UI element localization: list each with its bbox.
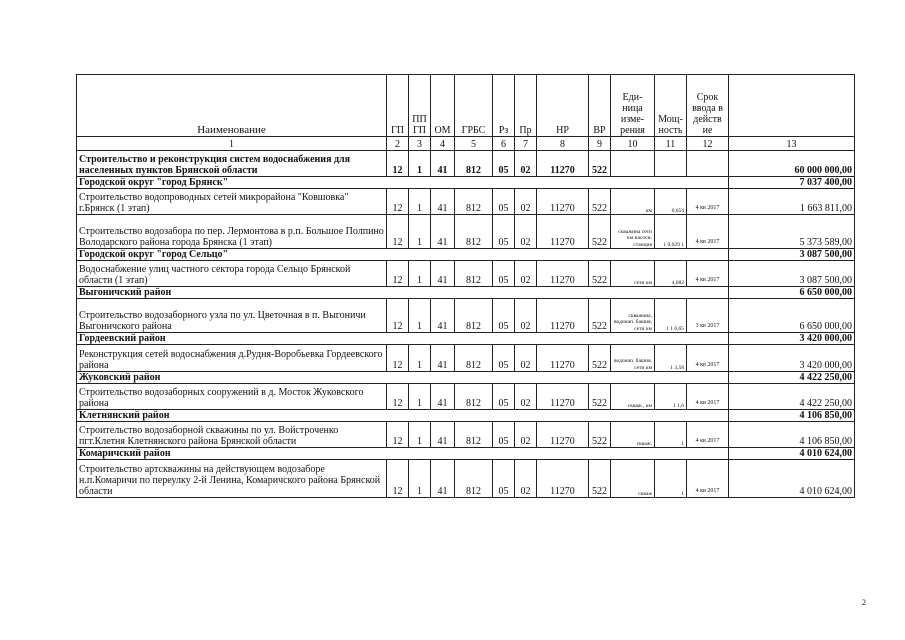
table-row: [77, 189, 855, 215]
row-pr: 02: [515, 345, 537, 372]
row-power: 1 1,6: [655, 384, 687, 410]
row-ppgp: 1: [409, 384, 431, 410]
row-term: 4 кв 2017: [687, 422, 729, 448]
row-term: 4 кв 2017: [687, 215, 729, 249]
row-gp: 12: [387, 261, 409, 287]
col-number: 7: [515, 137, 537, 151]
section-row: [77, 333, 855, 345]
budget-table: [76, 74, 855, 498]
header-ppgp: ПП ГП: [409, 75, 431, 137]
row-pr: 02: [515, 299, 537, 333]
row-power: 1: [655, 422, 687, 448]
row-name: Строительство водозаборных сооружений в д. Мосток Жуковского района: [77, 384, 387, 410]
header-power: Мощ-ность: [655, 75, 687, 137]
table-row: [77, 345, 855, 372]
section-row: [77, 372, 855, 384]
row-name: Строительство водозаборной скважины по ул. Войстроченко пгт.Клетня Клетнянского района Брянской области: [77, 422, 387, 448]
row-term: 4 кв 2017: [687, 189, 729, 215]
row-pr: 02: [515, 460, 537, 498]
row-vr: 522: [589, 261, 611, 287]
header-nr: НР: [537, 75, 589, 137]
row-term: 3 кв 2017: [687, 299, 729, 333]
row-vr: 522: [589, 422, 611, 448]
row-unit: скважина сети км насосн. станция: [611, 215, 655, 249]
section-name: Выгоничский район: [77, 287, 729, 299]
row-amount: 60 000 000,00: [729, 151, 855, 177]
column-number-row: [77, 137, 855, 151]
row-pr: 02: [515, 261, 537, 287]
row-om: 41: [431, 261, 455, 287]
row-amount: 4 106 850,00: [729, 422, 855, 448]
row-power: 1 0,029 1: [655, 215, 687, 249]
row-power: 1 1 0,65: [655, 299, 687, 333]
row-unit: сети км: [611, 261, 655, 287]
row-vr: 522: [589, 151, 611, 177]
row-ppgp: 1: [409, 345, 431, 372]
col-number: 12: [687, 137, 729, 151]
row-gp: 12: [387, 299, 409, 333]
row-ppgp: 1: [409, 422, 431, 448]
header-row: [77, 75, 855, 137]
row-rz: 05: [493, 189, 515, 215]
row-ppgp: 1: [409, 215, 431, 249]
row-grbs: 812: [455, 261, 493, 287]
row-name: Строительство водопроводных сетей микрорайона "Ковшовка" г.Брянск (1 этап): [77, 189, 387, 215]
table-row: [77, 422, 855, 448]
row-term: 4 кв 2017: [687, 345, 729, 372]
row-name: Строительство и реконструкция систем водоснабжения для населенных пунктов Брянской области: [77, 151, 387, 177]
col-number: 1: [77, 137, 387, 151]
section-name: Городской округ "город Сельцо": [77, 249, 729, 261]
section-row: [77, 177, 855, 189]
row-ppgp: 1: [409, 460, 431, 498]
row-om: 41: [431, 189, 455, 215]
row-term: 4 кв 2017: [687, 460, 729, 498]
row-vr: 522: [589, 299, 611, 333]
header-amount: [729, 75, 855, 137]
table-row: [77, 460, 855, 498]
header-om: ОМ: [431, 75, 455, 137]
row-amount: 1 663 811,00: [729, 189, 855, 215]
row-rz: 05: [493, 151, 515, 177]
row-pr: 02: [515, 215, 537, 249]
row-unit: [611, 151, 655, 177]
row-om: 41: [431, 422, 455, 448]
row-unit: водонап. башня, сети км: [611, 345, 655, 372]
row-nr: 11270: [537, 299, 589, 333]
row-om: 41: [431, 215, 455, 249]
col-number: 5: [455, 137, 493, 151]
row-grbs: 812: [455, 422, 493, 448]
section-amount: 4 010 624,00: [729, 448, 855, 460]
row-vr: 522: [589, 215, 611, 249]
row-om: 41: [431, 151, 455, 177]
row-term: 4 кв 2017: [687, 261, 729, 287]
section-name: Жуковский район: [77, 372, 729, 384]
row-name: Реконструкция сетей водоснабжения д.Рудня-Воробьевка Гордеевского района: [77, 345, 387, 372]
row-grbs: 812: [455, 345, 493, 372]
row-om: 41: [431, 345, 455, 372]
row-nr: 11270: [537, 215, 589, 249]
row-power: 4,682: [655, 261, 687, 287]
row-unit: скваж: [611, 460, 655, 498]
row-gp: 12: [387, 189, 409, 215]
row-amount: 3 420 000,00: [729, 345, 855, 372]
row-term: 4 кв 2017: [687, 384, 729, 410]
row-nr: 11270: [537, 345, 589, 372]
row-nr: 11270: [537, 261, 589, 287]
section-name: Клетнянский район: [77, 410, 729, 422]
header-rz: Рз: [493, 75, 515, 137]
table-row: [77, 384, 855, 410]
row-amount: 5 373 589,00: [729, 215, 855, 249]
section-amount: 4 106 850,00: [729, 410, 855, 422]
row-vr: 522: [589, 460, 611, 498]
col-number: 6: [493, 137, 515, 151]
row-term: [687, 151, 729, 177]
row-rz: 05: [493, 345, 515, 372]
section-name: Городской округ "город Брянск": [77, 177, 729, 189]
row-unit: скваж.: [611, 422, 655, 448]
row-unit: скважина, водонап. башня, сети км: [611, 299, 655, 333]
col-number: 4: [431, 137, 455, 151]
row-vr: 522: [589, 345, 611, 372]
row-amount: 4 010 624,00: [729, 460, 855, 498]
table-row: [77, 299, 855, 333]
col-number: 11: [655, 137, 687, 151]
header-unit: Еди-ница изме-рения: [611, 75, 655, 137]
section-amount: 3 087 500,00: [729, 249, 855, 261]
row-nr: 11270: [537, 151, 589, 177]
row-rz: 05: [493, 460, 515, 498]
row-pr: 02: [515, 189, 537, 215]
header-gp: ГП: [387, 75, 409, 137]
row-amount: 3 087 500,00: [729, 261, 855, 287]
row-ppgp: 1: [409, 151, 431, 177]
row-pr: 02: [515, 422, 537, 448]
row-ppgp: 1: [409, 261, 431, 287]
col-number: 13: [729, 137, 855, 151]
header-name: Наименование: [77, 75, 387, 137]
row-grbs: 812: [455, 460, 493, 498]
row-name: Строительство водозаборного узла по ул. Цветочная в п. Выгоничи Выгоничского района: [77, 299, 387, 333]
header-term: Срок ввода в действ ие: [687, 75, 729, 137]
col-number: 9: [589, 137, 611, 151]
row-pr: 02: [515, 384, 537, 410]
col-number: 10: [611, 137, 655, 151]
row-grbs: 812: [455, 215, 493, 249]
header-grbs: ГРБС: [455, 75, 493, 137]
row-rz: 05: [493, 215, 515, 249]
section-amount: 4 422 250,00: [729, 372, 855, 384]
col-number: 8: [537, 137, 589, 151]
row-unit: км: [611, 189, 655, 215]
table-row: [77, 261, 855, 287]
row-rz: 05: [493, 299, 515, 333]
table-row: [77, 215, 855, 249]
section-amount: 3 420 000,00: [729, 333, 855, 345]
row-om: 41: [431, 384, 455, 410]
row-nr: 11270: [537, 384, 589, 410]
section-name: Гордеевский район: [77, 333, 729, 345]
row-grbs: 812: [455, 151, 493, 177]
section-amount: 6 650 000,00: [729, 287, 855, 299]
header-vr: ВР: [589, 75, 611, 137]
row-amount: 4 422 250,00: [729, 384, 855, 410]
row-gp: 12: [387, 215, 409, 249]
row-power: 0,654: [655, 189, 687, 215]
row-gp: 12: [387, 422, 409, 448]
row-vr: 522: [589, 189, 611, 215]
row-rz: 05: [493, 384, 515, 410]
row-nr: 11270: [537, 189, 589, 215]
row-name: Строительство водозабора по пер. Лермонтова в р.п. Большое Полпино Володарского района города Брянска (1 этап): [77, 215, 387, 249]
row-unit: скваж., км: [611, 384, 655, 410]
section-row: [77, 249, 855, 261]
section-row: [77, 448, 855, 460]
total-row: [77, 151, 855, 177]
row-nr: 11270: [537, 460, 589, 498]
row-name: Строительство артскважины на действующем водозаборе н.п.Комаричи по переулку 2-й Ленина, Комаричского района Брянской области: [77, 460, 387, 498]
row-vr: 522: [589, 384, 611, 410]
col-number: 2: [387, 137, 409, 151]
row-gp: 12: [387, 460, 409, 498]
section-name: Комаричский район: [77, 448, 729, 460]
row-om: 41: [431, 299, 455, 333]
col-number: 3: [409, 137, 431, 151]
header-pr: Пр: [515, 75, 537, 137]
row-name: Водоснабжение улиц частного сектора города Сельцо Брянской области (1 этап): [77, 261, 387, 287]
row-pr: 02: [515, 151, 537, 177]
row-ppgp: 1: [409, 189, 431, 215]
row-grbs: 812: [455, 299, 493, 333]
row-nr: 11270: [537, 422, 589, 448]
row-amount: 6 650 000,00: [729, 299, 855, 333]
row-grbs: 812: [455, 189, 493, 215]
row-grbs: 812: [455, 384, 493, 410]
row-gp: 12: [387, 345, 409, 372]
row-power: 1 3,58: [655, 345, 687, 372]
row-power: [655, 151, 687, 177]
row-rz: 05: [493, 261, 515, 287]
section-row: [77, 287, 855, 299]
row-rz: 05: [493, 422, 515, 448]
row-power: 1: [655, 460, 687, 498]
section-row: [77, 410, 855, 422]
section-amount: 7 037 400,00: [729, 177, 855, 189]
page-number: 2: [862, 598, 866, 607]
row-om: 41: [431, 460, 455, 498]
row-ppgp: 1: [409, 299, 431, 333]
row-gp: 12: [387, 151, 409, 177]
row-gp: 12: [387, 384, 409, 410]
